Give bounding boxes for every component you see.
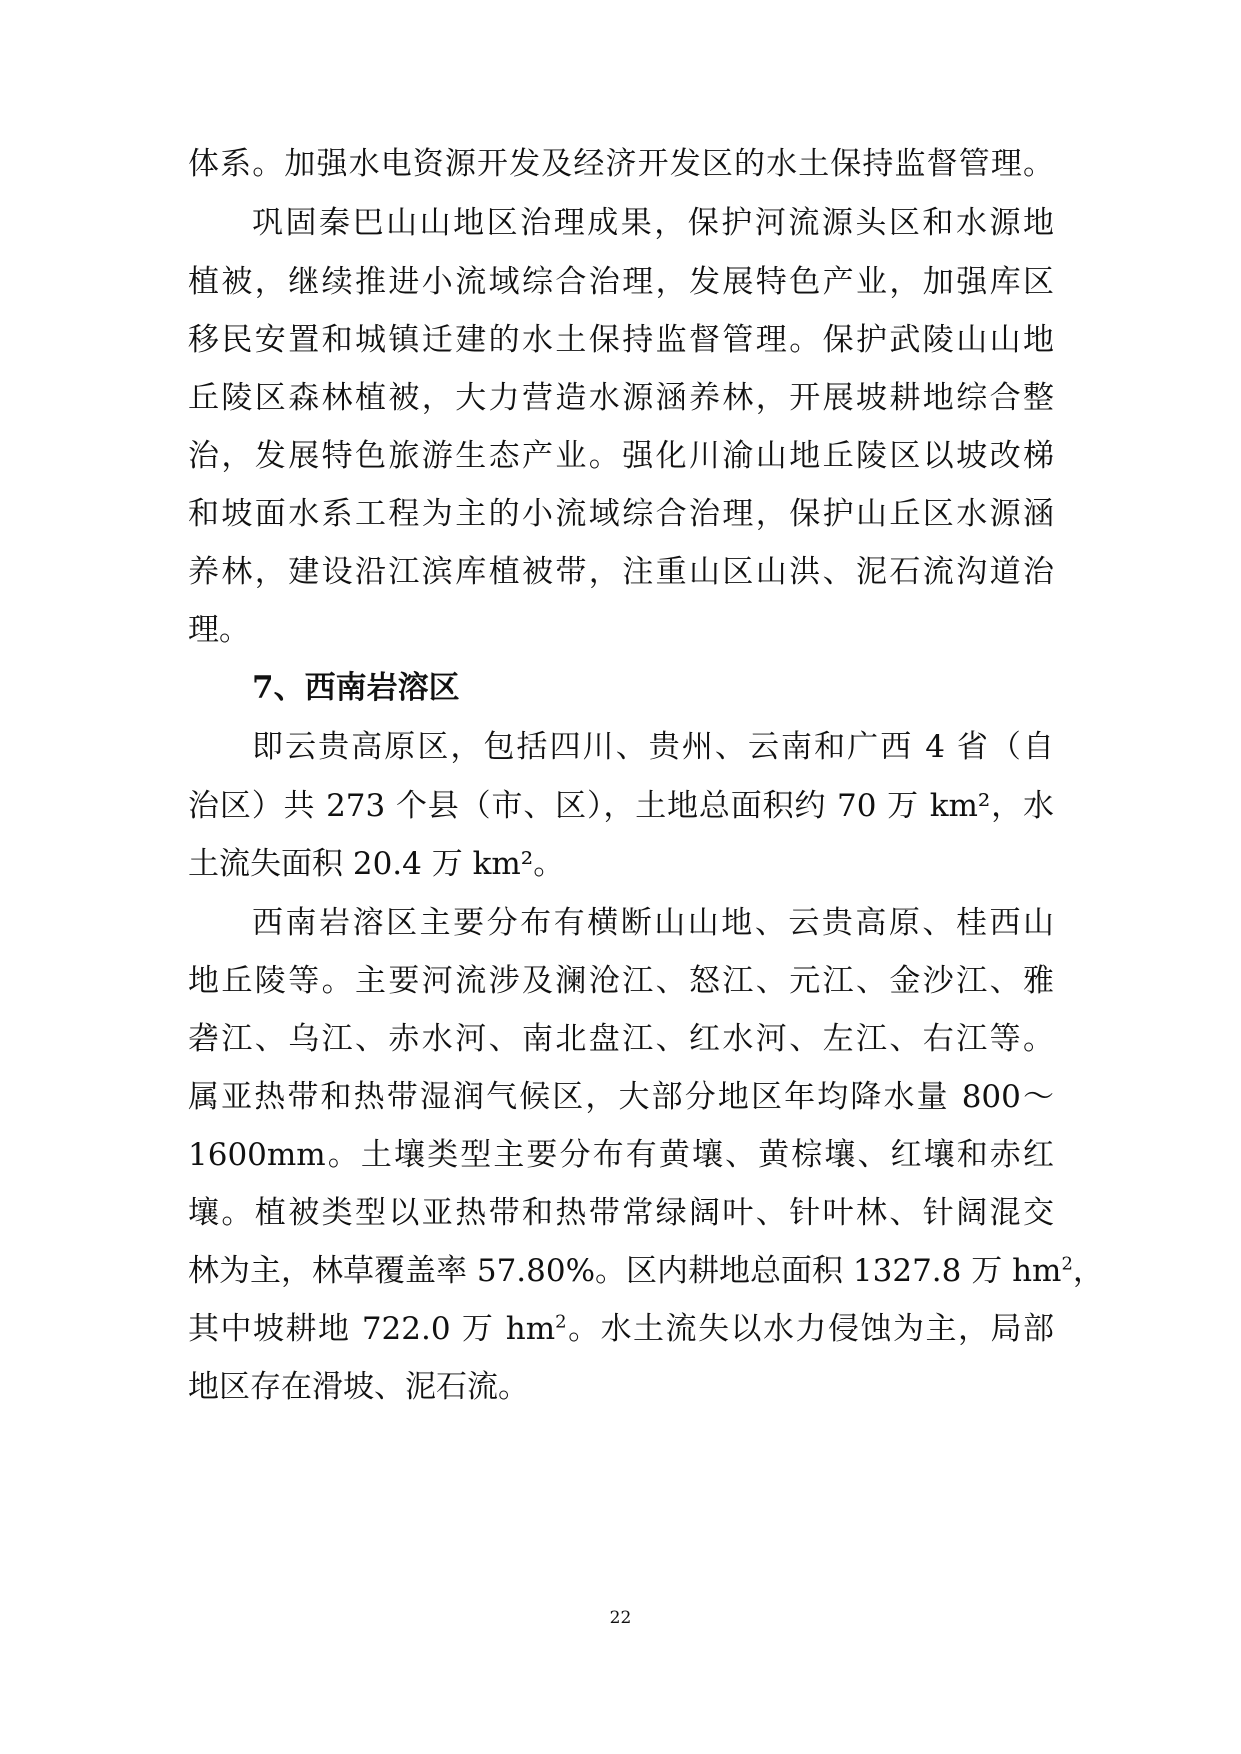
body-text-line: 地丘陵等。主要河流涉及澜沧江、怒江、元江、金沙江、雅 bbox=[188, 963, 1054, 999]
body-text-line: 西南岩溶区主要分布有横断山山地、云贵高原、桂西山 bbox=[252, 905, 1054, 941]
text-segment: 。水土流失以水力侵蚀为主，局部 bbox=[566, 1311, 1054, 1347]
body-text-line: 移民安置和城镇迁建的水土保持监督管理。保护武陵山山地 bbox=[188, 322, 1054, 358]
body-text-line: 和坡面水系工程为主的小流域综合治理，保护山丘区水源涵 bbox=[188, 496, 1054, 532]
body-text-line: 地区存在滑坡、泥石流。 bbox=[188, 1369, 529, 1405]
text-segment: ， bbox=[1072, 1253, 1104, 1289]
section-heading: 7、西南岩溶区 bbox=[252, 670, 460, 706]
body-text-line: 即云贵高原区，包括四川、贵州、云南和广西 4 省（自 bbox=[252, 729, 1054, 765]
body-text-line bbox=[188, 1251, 1104, 1291]
body-text-line: 治区）共 273 个县（市、区），土地总面积约 70 万 km²，水 bbox=[188, 788, 1054, 824]
body-text-line: 体系。加强水电资源开发及经济开发区的水土保持监督管理。 bbox=[188, 146, 1054, 182]
body-text-line: 养林，建设沿江滨库植被带，注重山区山洪、泥石流沟道治 bbox=[188, 554, 1054, 590]
page-number: 22 bbox=[609, 1608, 632, 1628]
body-text-line: 砻江、乌江、赤水河、南北盘江、红水河、左江、右江等。 bbox=[188, 1021, 1054, 1057]
body-text-line: 理。 bbox=[188, 612, 250, 648]
body-text-line: 巩固秦巴山山地区治理成果，保护河流源头区和水源地 bbox=[252, 205, 1054, 241]
body-text-line: 1600mm。土壤类型主要分布有黄壤、黄棕壤、红壤和赤红 bbox=[188, 1137, 1054, 1173]
body-text-line bbox=[188, 1309, 1054, 1349]
text-segment: 其中坡耕地 722.0 万 hm bbox=[188, 1311, 556, 1347]
body-text-line: 植被，继续推进小流域综合治理，发展特色产业，加强库区 bbox=[188, 264, 1054, 300]
body-text-line: 属亚热带和热带湿润气候区，大部分地区年均降水量 800～ bbox=[188, 1079, 1054, 1115]
body-text-line: 土流失面积 20.4 万 km²。 bbox=[188, 846, 565, 882]
body-text-line: 治，发展特色旅游生态产业。强化川渝山地丘陵区以坡改梯 bbox=[188, 438, 1054, 474]
superscript: 2 bbox=[555, 1311, 567, 1333]
text-segment: 林为主，林草覆盖率 57.80%。区内耕地总面积 1327.8 万 hm bbox=[188, 1253, 1062, 1289]
body-text-line: 丘陵区森林植被，大力营造水源涵养林，开展坡耕地综合整 bbox=[188, 380, 1054, 416]
body-text-line: 壤。植被类型以亚热带和热带常绿阔叶、针叶林、针阔混交 bbox=[188, 1195, 1054, 1231]
superscript: 2 bbox=[1061, 1253, 1073, 1275]
